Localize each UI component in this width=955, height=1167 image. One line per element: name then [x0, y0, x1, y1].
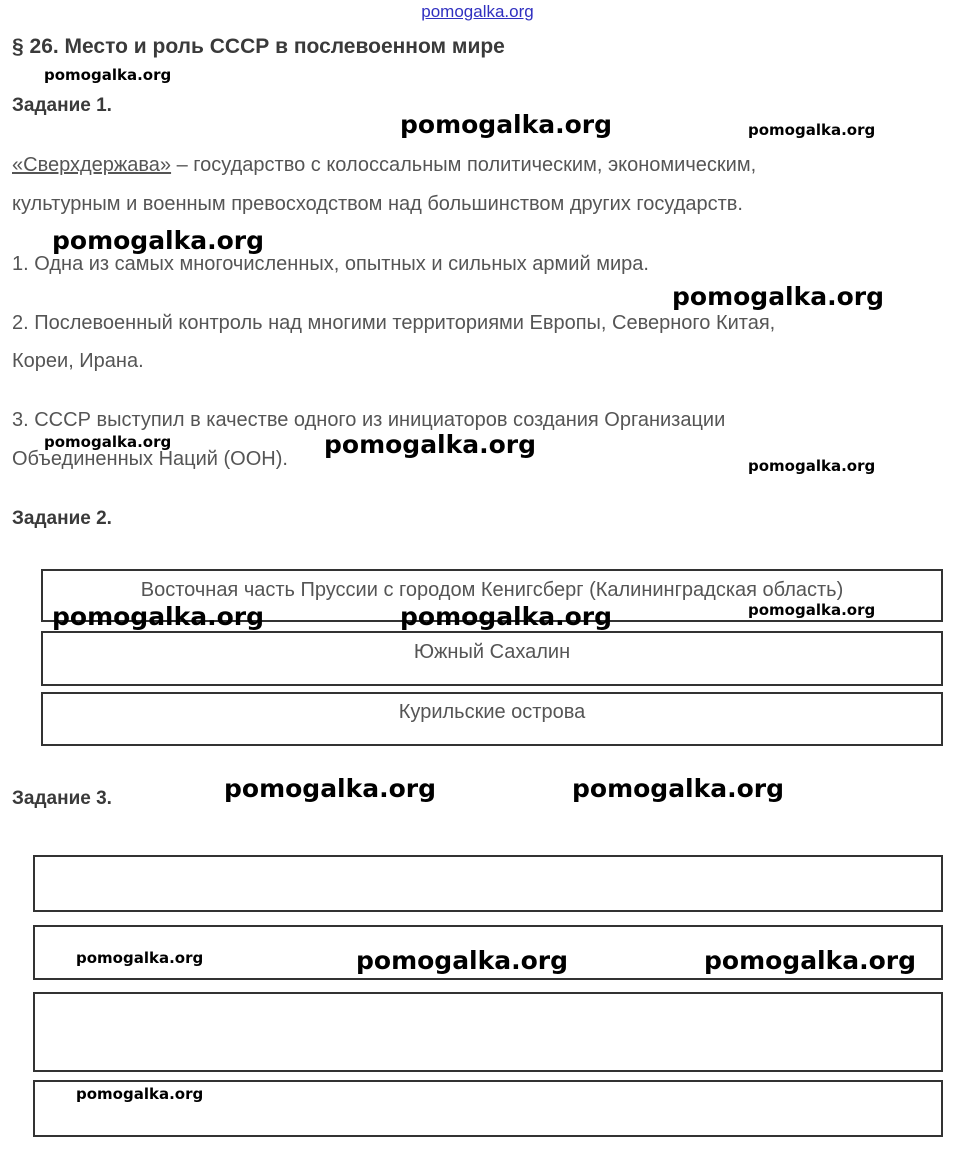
task1-item-2-line2: Кореи, Ирана.: [12, 350, 144, 372]
watermark: pomogalka.org: [324, 430, 537, 459]
task1-item-1: 1. Одна из самых многочисленных, опытных и сильных армий мира.: [12, 253, 649, 275]
task1-item-3-line2: Объединенных Наций (ООН).: [12, 448, 288, 470]
watermark: pomogalka.org: [52, 226, 265, 255]
task2-row-text: Курильские острова: [398, 701, 586, 723]
definition-text: – государство с колоссальным политическим, экономическим,: [171, 154, 757, 176]
page-title: § 26. Место и роль СССР в послевоенном мире: [12, 35, 505, 58]
watermark: pomogalka.org: [672, 282, 885, 311]
task2-row: [41, 692, 943, 746]
watermark: pomogalka.org: [76, 949, 204, 967]
task1-item-2-line1: 2. Послевоенный контроль над многими территориями Европы, Северного Китая,: [12, 312, 776, 334]
task1-definition-line1: [12, 154, 756, 177]
task2-row-text: Восточная часть Пруссии с городом Кенигсберг (Калининградская область): [140, 578, 844, 601]
watermark: pomogalka.org: [224, 774, 437, 803]
watermark: pomogalka.org: [704, 946, 917, 975]
watermark: pomogalka.org: [748, 121, 876, 139]
watermark: pomogalka.org: [52, 602, 265, 631]
watermark: pomogalka.org: [356, 946, 569, 975]
watermark: pomogalka.org: [572, 774, 785, 803]
task3-row: [33, 992, 943, 1072]
watermark: pomogalka.org: [400, 110, 613, 139]
term-superpower: «Сверхдержава»: [12, 154, 172, 176]
task2-heading: Задание 2.: [12, 508, 112, 529]
watermark: pomogalka.org: [44, 66, 172, 84]
task1-definition-line2: культурным и военным превосходством над большинством других государств.: [12, 193, 743, 215]
watermark: pomogalka.org: [748, 457, 876, 475]
watermark: pomogalka.org: [76, 1085, 204, 1103]
site-link[interactable]: pomogalka.org: [421, 2, 534, 21]
task1-heading: Задание 1.: [12, 95, 112, 116]
task3-heading: Задание 3.: [12, 788, 112, 809]
watermark: pomogalka.org: [748, 601, 876, 619]
watermark: pomogalka.org: [400, 602, 613, 631]
task2-row-text: Южный Сахалин: [413, 640, 571, 663]
watermark: pomogalka.org: [44, 433, 172, 451]
task1-item-3-line1: 3. СССР выступил в качестве одного из инициаторов создания Организации: [12, 409, 726, 431]
task3-row: [33, 855, 943, 912]
task2-row: [41, 631, 943, 686]
